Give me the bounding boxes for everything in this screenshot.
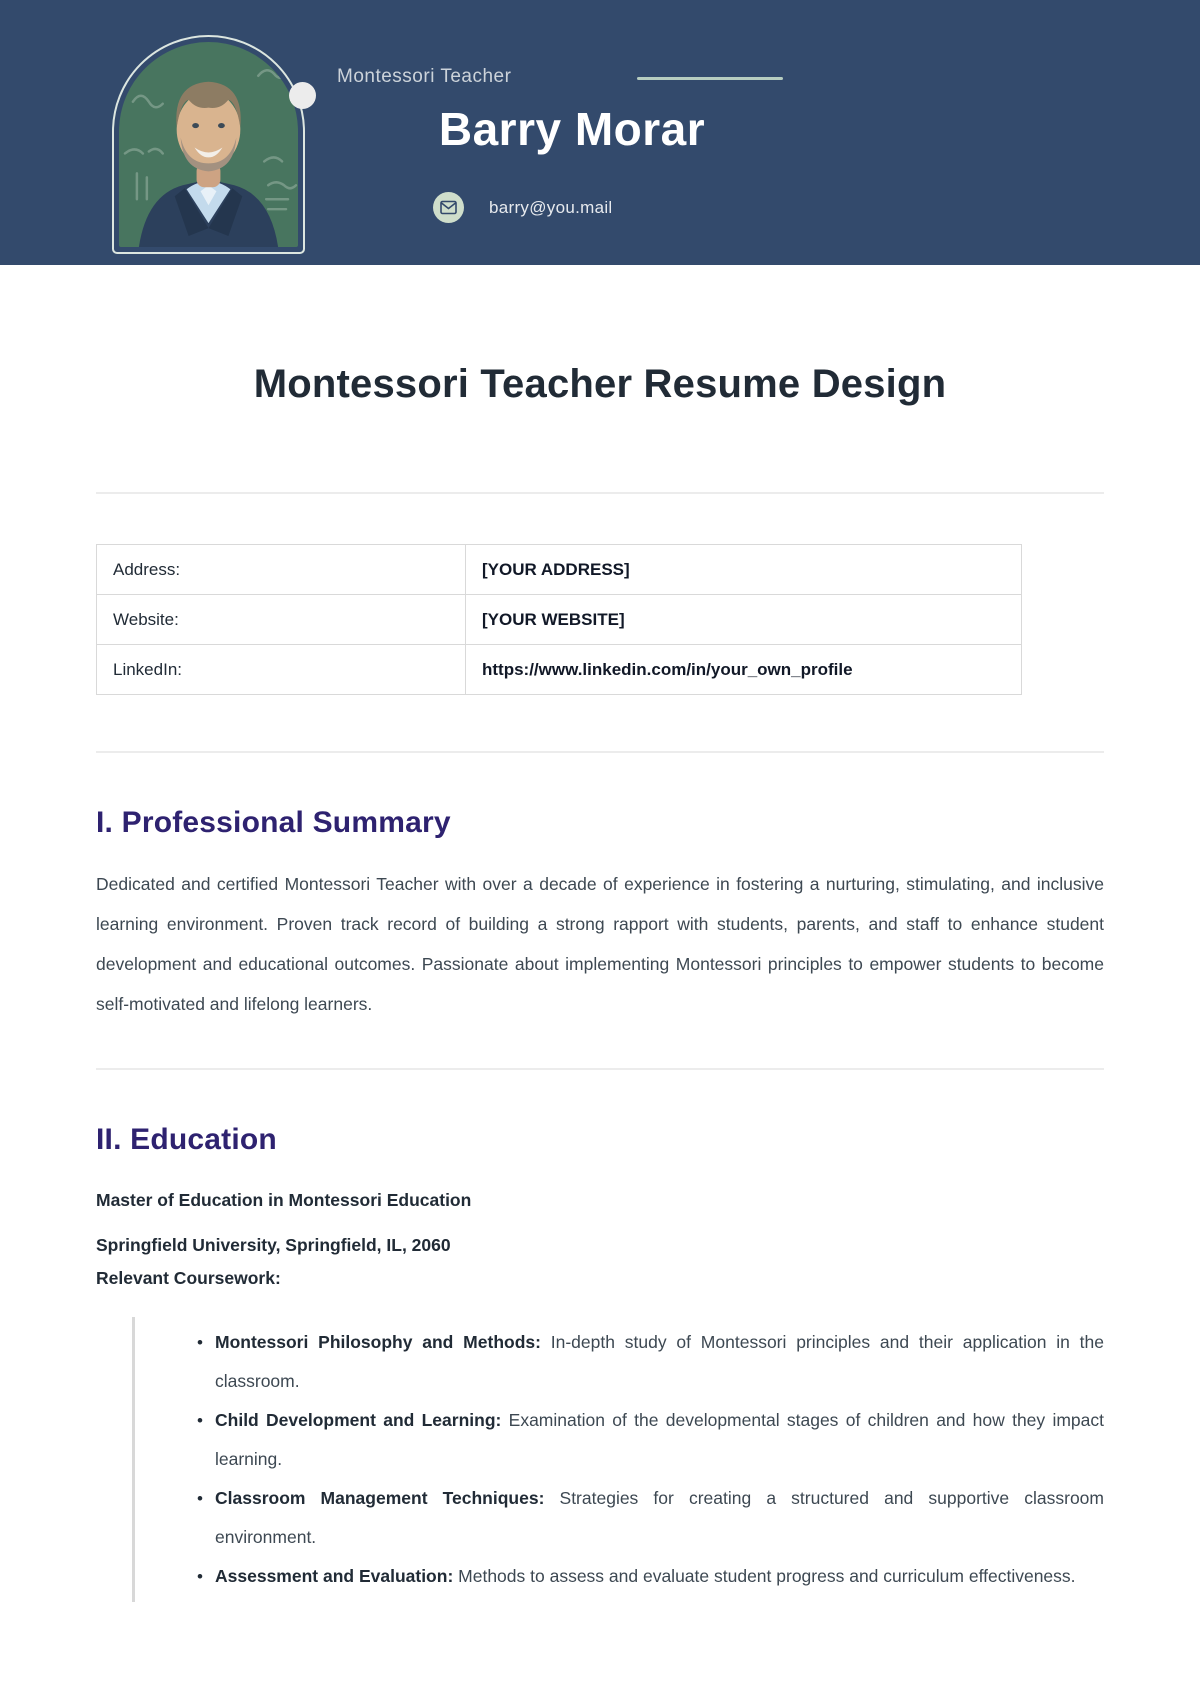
- person-name: Barry Morar: [438, 103, 706, 155]
- envelope-icon: [440, 200, 457, 215]
- section-heading-education: II. Education: [96, 1123, 277, 1156]
- table-row: [97, 595, 1022, 645]
- coursework-term: Montessori Philosophy and Methods:: [215, 1332, 541, 1352]
- email-address[interactable]: barry@you.mail: [489, 197, 613, 217]
- coursework-blockquote: [132, 1317, 1104, 1602]
- page-title: Montessori Teacher Resume Design: [253, 362, 947, 406]
- coursework-desc: Methods to assess and evaluate student progress and curriculum effectiveness.: [453, 1566, 1076, 1586]
- contact-label: Website:: [97, 595, 466, 645]
- profile-photo-frame: [112, 35, 305, 254]
- portrait-illustration: [119, 42, 298, 247]
- list-item: [197, 1479, 1104, 1557]
- divider: [96, 751, 1104, 753]
- list-item: [197, 1323, 1104, 1401]
- coursework-label: Relevant Coursework:: [96, 1268, 281, 1288]
- section-education: [96, 1123, 1104, 1602]
- coursework-list: [197, 1323, 1104, 1596]
- profile-photo: [119, 42, 298, 247]
- list-item: [197, 1401, 1104, 1479]
- education-degree: Master of Education in Montessori Education: [96, 1190, 472, 1210]
- table-row: [97, 545, 1022, 595]
- coursework-desc: Strategies for creating a structured and supportive classroom environment.: [215, 1488, 1104, 1547]
- role-label: Montessori Teacher: [337, 66, 512, 87]
- email-row: [433, 192, 613, 223]
- divider: [96, 1068, 1104, 1070]
- linkedin-url[interactable]: https://www.linkedin.com/in/your_own_profile: [466, 645, 1022, 695]
- accent-line: [637, 77, 783, 80]
- section-professional-summary: [96, 806, 1104, 1024]
- decorative-dot: [289, 82, 316, 109]
- section-heading-summary: I. Professional Summary: [96, 806, 451, 839]
- divider: [96, 492, 1104, 494]
- contact-table: [96, 544, 1022, 695]
- contact-label: Address:: [97, 545, 466, 595]
- resume-header: [0, 0, 1200, 265]
- coursework-term: Child Development and Learning:: [215, 1410, 502, 1430]
- table-row: [97, 645, 1022, 695]
- contact-value: [YOUR ADDRESS]: [466, 545, 1022, 595]
- contact-label: LinkedIn:: [97, 645, 466, 695]
- email-icon: [433, 192, 464, 223]
- coursework-desc: Examination of the developmental stages of children and how they impact learning.: [215, 1410, 1104, 1469]
- coursework-term: Classroom Management Techniques:: [215, 1488, 545, 1508]
- summary-paragraph: Dedicated and certified Montessori Teacher with over a decade of experience in fostering a nurturing, stimulating, and inclusive learning environment. Proven track record of building a strong rapport with students, parents, and staff to enhance student development and educational outcomes. Passionate about implementing Montessori principles to empower students to become self-motivated and lifelong learners.: [96, 874, 1104, 1014]
- coursework-desc: In-depth study of Montessori principles and their application in the classroom.: [215, 1332, 1104, 1391]
- coursework-term: Assessment and Evaluation:: [215, 1566, 454, 1586]
- document-body: [96, 362, 1104, 1602]
- contact-value: [YOUR WEBSITE]: [466, 595, 1022, 645]
- list-item: [197, 1557, 1104, 1596]
- education-school: Springfield University, Springfield, IL, 2060: [96, 1235, 451, 1255]
